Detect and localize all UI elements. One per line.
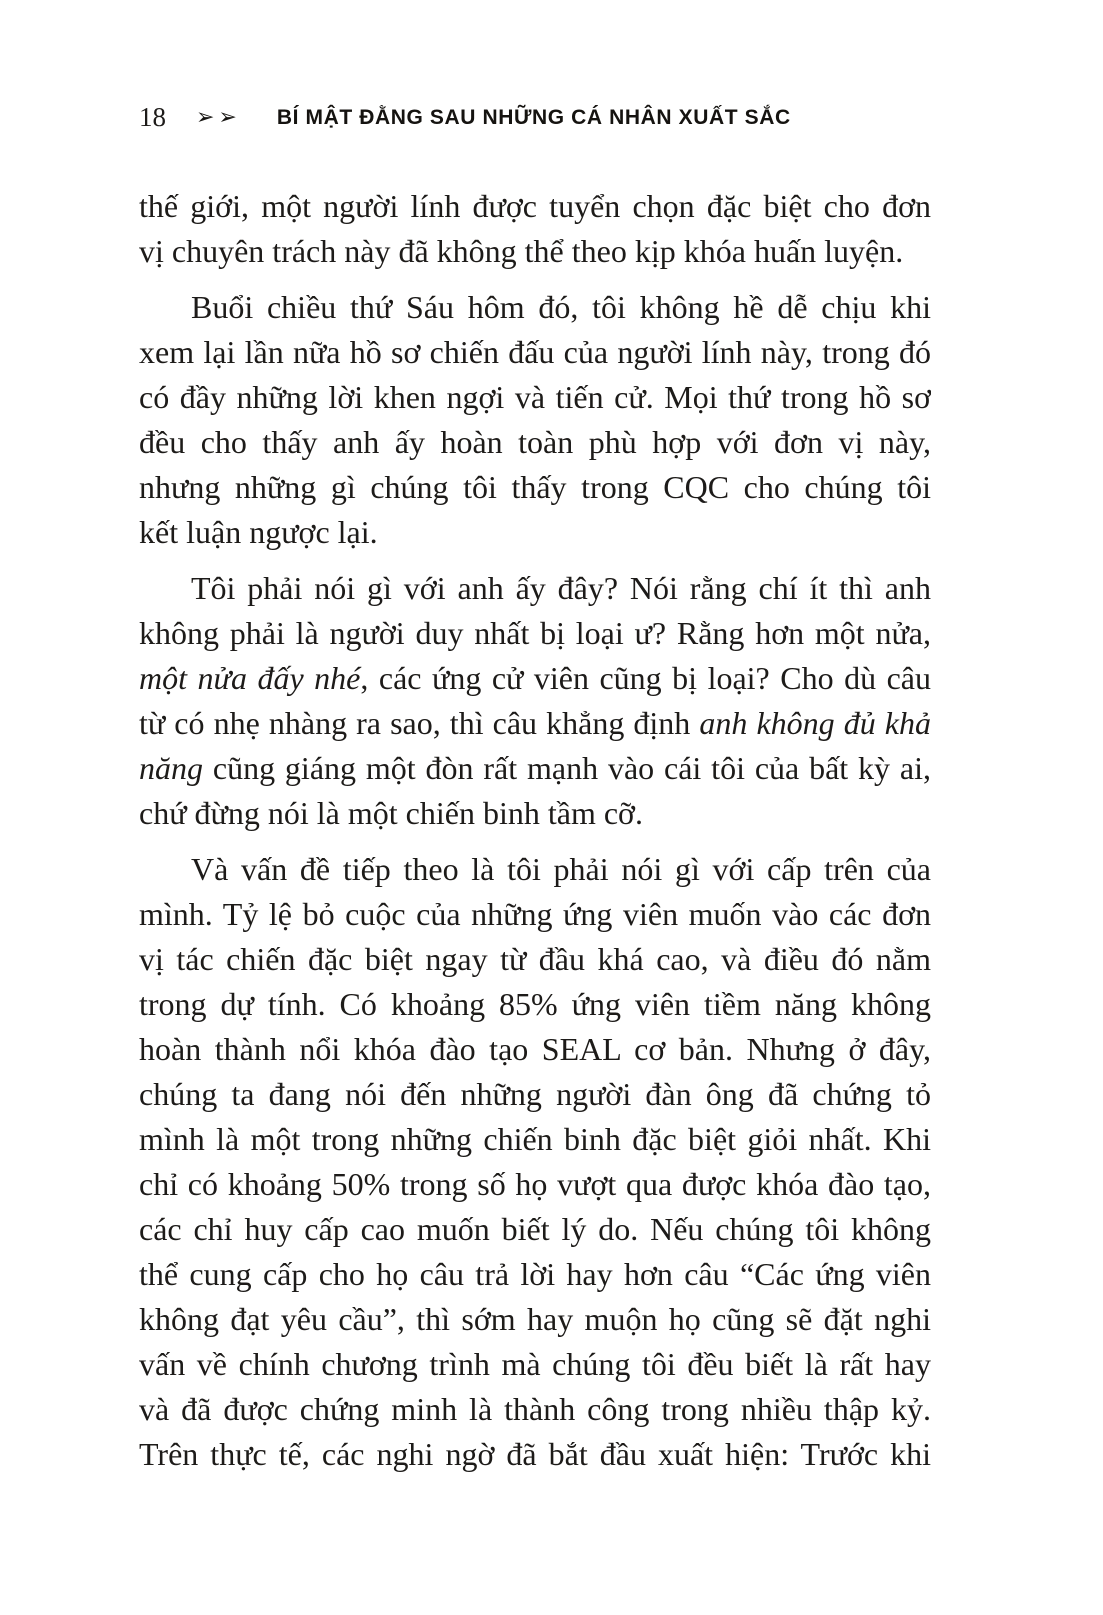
text-line: vấn về chính chương trình mà chúng tôi đều biết là rất hay — [139, 1346, 931, 1382]
double-arrow-icon: ➢➢ — [196, 104, 241, 130]
text-line: vị tác chiến đặc biệt ngay từ đầu khá cao, và điều đó nằm — [139, 941, 931, 977]
text-line: một nửa đấy nhé, các ứng cử viên cũng bị loại? Cho dù câu — [139, 660, 931, 696]
paragraph — [139, 285, 931, 555]
text-line: Trên thực tế, các nghi ngờ đã bắt đầu xuất hiện: Trước khi — [139, 1436, 931, 1472]
body-text — [139, 184, 931, 1477]
text-line: kết luận ngược lại. — [139, 514, 378, 550]
text-line: nhưng những gì chúng tôi thấy trong CQC cho chúng tôi — [139, 469, 931, 505]
paragraph — [139, 184, 931, 274]
text-line: các chỉ huy cấp cao muốn biết lý do. Nếu chúng tôi không — [139, 1211, 931, 1247]
running-header — [139, 104, 931, 131]
running-title: BÍ MẬT ĐẰNG SAU NHỮNG CÁ NHÂN XUẤT SẮC — [276, 106, 791, 129]
page-number: 18 — [139, 102, 166, 132]
paragraph — [139, 566, 931, 836]
text-line: có đầy những lời khen ngợi và tiến cử. Mọi thứ trong hồ sơ — [139, 379, 931, 415]
text-line: chứ đừng nói là một chiến binh tầm cỡ. — [139, 795, 643, 831]
paragraph — [139, 847, 931, 1477]
text-line: chúng ta đang nói đến những người đàn ông đã chứng tỏ — [139, 1076, 931, 1112]
text-line: mình là một trong những chiến binh đặc biệt giỏi nhất. Khi — [139, 1121, 931, 1157]
text-line: không đạt yêu cầu”, thì sớm hay muộn họ cũng sẽ đặt nghi — [139, 1301, 931, 1337]
text-line: từ có nhẹ nhàng ra sao, thì câu khẳng định anh không đủ khả — [139, 705, 931, 741]
text-line: trong dự tính. Có khoảng 85% ứng viên tiềm năng không — [139, 986, 931, 1022]
text-line: năng cũng giáng một đòn rất mạnh vào cái tôi của bất kỳ ai, — [139, 750, 931, 786]
text-line: thế giới, một người lính được tuyển chọn đặc biệt cho đơn — [139, 188, 931, 224]
text-line: hoàn thành nổi khóa đào tạo SEAL cơ bản. Nhưng ở đây, — [139, 1031, 931, 1067]
text-line: Và vấn đề tiếp theo là tôi phải nói gì với cấp trên của — [191, 851, 931, 887]
text-line: và đã được chứng minh là thành công trong nhiều thập kỷ. — [139, 1391, 931, 1427]
text-line: không phải là người duy nhất bị loại ư? Rằng hơn một nửa, — [139, 615, 931, 651]
text-line: xem lại lần nữa hồ sơ chiến đấu của người lính này, trong đó — [139, 334, 931, 370]
text-line: mình. Tỷ lệ bỏ cuộc của những ứng viên muốn vào các đơn — [139, 896, 931, 932]
text-line: vị chuyên trách này đã không thể theo kịp khóa huấn luyện. — [139, 233, 904, 269]
text-line: Tôi phải nói gì với anh ấy đây? Nói rằng chí ít thì anh — [191, 570, 931, 606]
text-line: đều cho thấy anh ấy hoàn toàn phù hợp với đơn vị này, — [139, 424, 931, 460]
text-line: Buổi chiều thứ Sáu hôm đó, tôi không hề dễ chịu khi — [191, 289, 931, 325]
text-line: chỉ có khoảng 50% trong số họ vượt qua được khóa đào tạo, — [139, 1166, 931, 1202]
text-line: thể cung cấp cho họ câu trả lời hay hơn câu “Các ứng viên — [139, 1256, 931, 1292]
